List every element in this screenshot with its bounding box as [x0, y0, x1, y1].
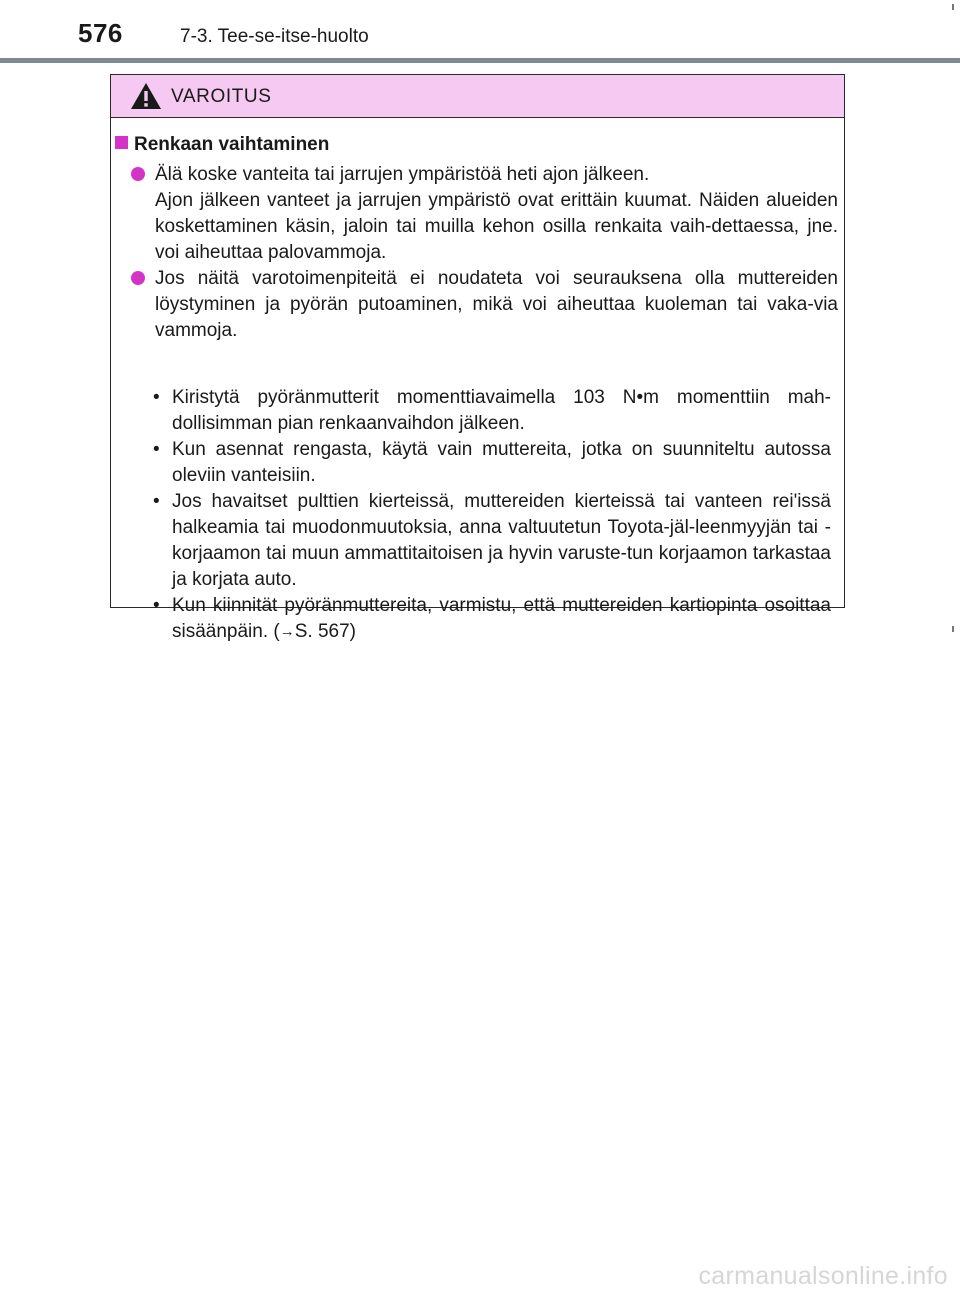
section-header: 7-3. Tee-se-itse-huolto: [180, 26, 369, 47]
circle-bullet-icon: [131, 271, 145, 285]
sub-list-item: [153, 593, 831, 645]
warning-title: VAROITUS: [171, 86, 272, 107]
sub-item-text: Kiristytä pyöränmutterit momenttiavaimella 103 N•m momenttiin mah-dollisimman pian renkaanvaihdon jälkeen.: [172, 387, 831, 434]
arrow-right-icon: →: [279, 623, 295, 640]
topic-label: Renkaan vaihtaminen: [134, 134, 330, 155]
warning-triangle-icon: [130, 82, 162, 110]
circle-bullet-icon: [131, 167, 145, 181]
sub-list-item: [153, 385, 831, 437]
warning-header: [111, 75, 844, 118]
page-number: 576: [78, 18, 123, 48]
sub-bullet: •: [153, 439, 160, 460]
sub-item-text: Kun asennat rengasta, käytä vain muttereita, jotka on suunniteltu autossa oleviin vanteisiin.: [172, 439, 831, 486]
page-reference-link[interactable]: S. 567): [294, 621, 356, 642]
list-item-text: Jos näitä varotoimenpiteitä ei noudateta voi seurauksena olla muttereiden löystyminen ja pyörän putoaminen, mikä voi aiheuttaa kuoleman tai vaka-via vammoja.: [155, 268, 838, 341]
sub-bullet: •: [153, 595, 160, 616]
sub-item-text: Jos havaitset pulttien kierteissä, muttereiden kierteissä tai vanteen rei'issä halkeamia tai muodonmuutoksia, anna valtuutetun Toyota-jäl-leenmyyjän tai -korjaamon tai muun ammattitaitoisen ja hyvin varuste-tun korjaamon tarkastaa ja korjata auto.: [172, 491, 831, 590]
sub-bullet: •: [153, 387, 160, 408]
sub-list-item: [153, 437, 831, 489]
sub-bullet: •: [153, 491, 160, 512]
warning-topic: [115, 134, 329, 156]
watermark: carmanualsonline.info: [698, 1262, 948, 1290]
square-bullet-icon: [115, 136, 128, 149]
sub-list-item: [153, 489, 831, 593]
sub-item-text: Kun kiinnität pyöränmuttereita, varmistu, että muttereiden kartiopinta osoittaa sisäänpäin. (: [172, 595, 831, 642]
corner-mark: [952, 4, 954, 10]
sub-list: [153, 385, 831, 645]
warning-box: [110, 74, 845, 642]
list-item: [131, 266, 838, 344]
header-rule: [0, 58, 960, 63]
corner-mark: [952, 626, 954, 632]
list-item: [131, 162, 838, 266]
list-item-text: Älä koske vanteita tai jarrujen ympäristöä heti ajon jälkeen. Ajon jälkeen vanteet ja jarrujen ympäristö ovat erittäin kuumat. Näiden alueiden koskettaminen käsin, jaloin tai muilla kehon osilla renkaita vaih-dettaessa, jne. voi aiheuttaa palovammoja.: [155, 164, 838, 263]
